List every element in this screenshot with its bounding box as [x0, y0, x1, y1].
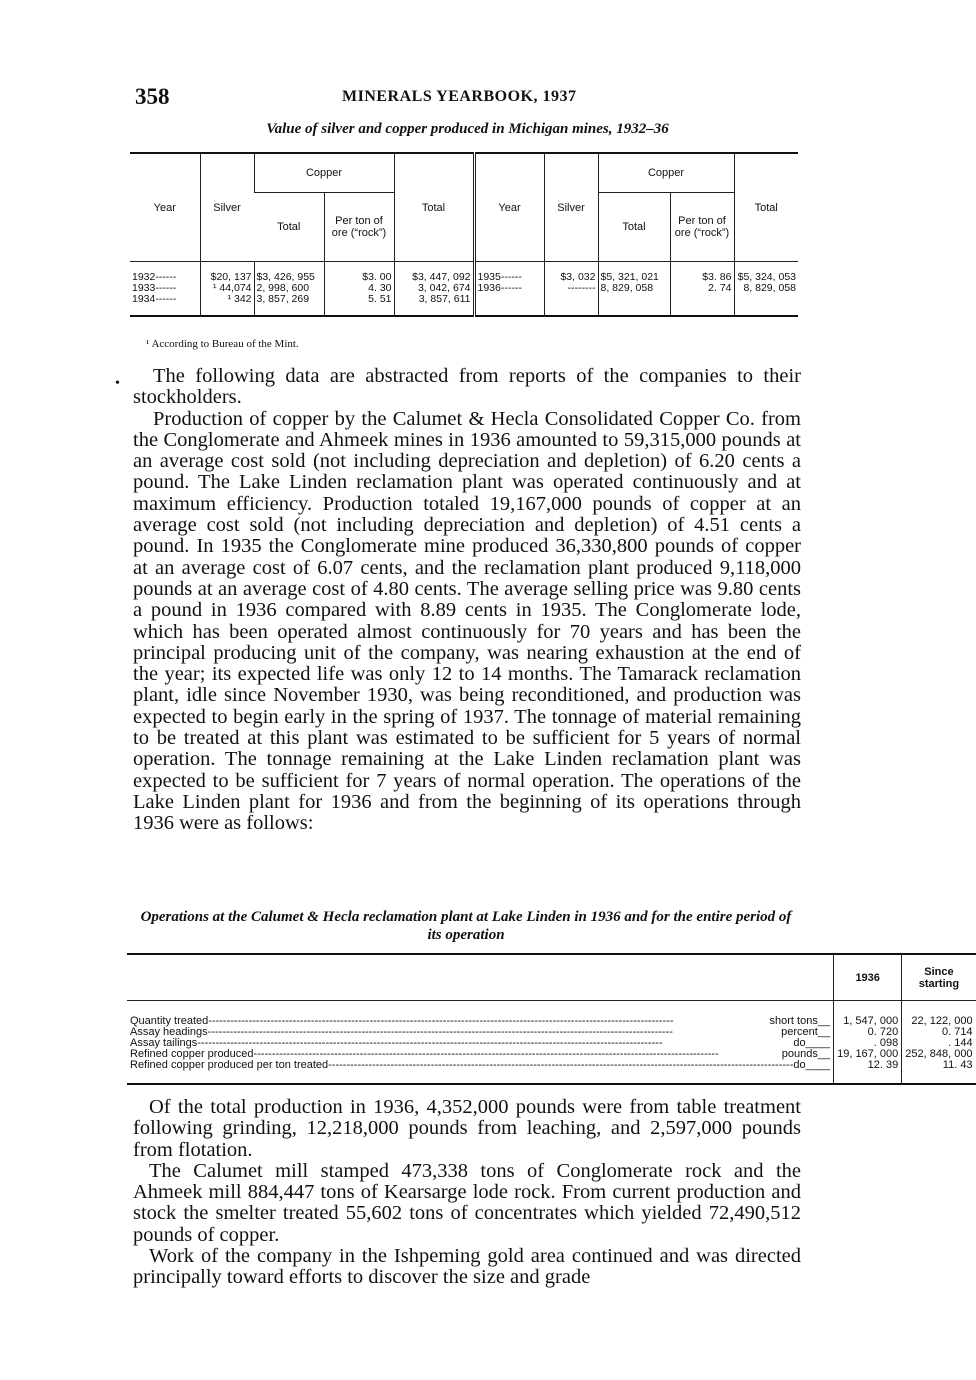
th-silver-right: Silver [544, 153, 598, 262]
running-title: MINERALS YEARBOOK, 1937 [342, 88, 577, 105]
value-cell: 0. 720 [867, 1026, 899, 1038]
year-cell: 1936------ [477, 282, 522, 294]
value-cell: 11. 43 [942, 1059, 973, 1071]
table-row-label: Refined copper produced per ton treated ----- do ____ [130, 1060, 830, 1071]
row-labels [127, 1001, 834, 1085]
paragraph: Work of the company in the Ishpeming gold area continued and was directed principally toward efforts to discover the size and grade [133, 1245, 801, 1289]
th-copper-total-right: Total [598, 193, 670, 262]
table-row-label: Assay headings ----- percent __ [130, 1027, 830, 1038]
table2-caption: Operations at the Calumet & Hecla reclamation plant at Lake Linden in 1936 and for the entire period of its operation [140, 909, 792, 943]
value-cell: 12. 39 [867, 1059, 899, 1071]
value-cell: 22, 122, 000 [911, 1015, 973, 1027]
silver-cell: $3, 032 [560, 271, 596, 283]
value-cell: 19, 167, 000 [837, 1048, 899, 1060]
paragraph: Production of copper by the Calumet & Hecla Consolidated Copper Co. from the Conglomerate and Ahmeek mines in 1936 amounted to 59,315,000 pounds at an average cost sold (not including depreciation and depletion) of 6.20 cents a pound. The Lake Linden reclamation plant was operated continuously and at maximum efficiency. Production totaled 19,167,000 pounds of copper at an average cost sold (not including depreciation and depletion) of 4.51 cents a pound. In 1935 the Conglomerate mine produced 36,330,800 pounds of copper at an average cost of 6.07 cents, and the reclamation plant produced 9,118,000 pounds at an average cost of 4.80 cents. The average selling price was 9.80 cents a pound in 1936 compared with 8.89 cents in 1935. The Conglomerate lode, which has been operated almost continuously for 70 years and has been the principal producing unit of the company, was nearing exhaustion at the end of the year; its expected life was only 12 to 14 months. The Tamarack reclamation plant, idle since November 1930, was being reconditioned, and production was expected to begin early in the spring of 1937. The tonnage of material remaining to be treated at this plant was estimated to be sufficient for 5 years of normal operation. The tonnage remaining at the Lake Linden reclamation plant was expected to be sufficient for 7 years of normal operation. The operations of the Lake Linden plant for 1936 and from the beginning of its operations through 1936 were as follows: [133, 407, 801, 835]
th-1936: 1936 [834, 954, 902, 1001]
year-cell: 1933------ [132, 282, 177, 294]
th-copper-left: Copper [254, 153, 394, 193]
silver-cell: ¹ 44,074 [212, 282, 252, 294]
col-years-right [474, 262, 544, 317]
paragraph: The Calumet mill stamped 473,338 tons of Conglomerate rock and the Ahmeek mill 884,447 tons of Kearsarge lode rock. From current production and stock the smelter treated 55,602 tons of concentrates which yielded 72,490,512 pounds of copper. [133, 1159, 801, 1246]
copper-total-cell: 3, 857, 269 [256, 293, 310, 305]
th-copper-total-left: Total [254, 193, 324, 262]
table1-caption: Value of silver and copper produced in Michigan mines, 1932–36 [266, 121, 669, 137]
silver-cell: $20, 137 [210, 271, 252, 283]
page-number: 358 [135, 84, 170, 109]
paragraph: Of the total production in 1936, 4,352,000 pounds were from table treatment following grinding, 12,218,000 pounds from leaching, and 2,597,000 pounds from flotation. [133, 1096, 801, 1161]
total-cell: $3, 447, 092 [412, 271, 471, 283]
th-total-left: Total [394, 153, 474, 262]
copper-total-cell: 8, 829, 058 [600, 282, 654, 294]
table-row-label: Assay tailings ----- do ____ [130, 1038, 830, 1049]
th-copper-right: Copper [598, 153, 734, 193]
silver-cell-empty: -------- [567, 282, 596, 294]
th-silver-left: Silver [200, 153, 254, 262]
value-cell: . 144 [948, 1037, 973, 1049]
value-cell: 1, 547, 000 [843, 1015, 899, 1027]
value-cell: 0. 714 [941, 1026, 973, 1038]
per-ton-cell: $3. 86 [702, 271, 732, 283]
per-ton-cell: $3. 00 [362, 271, 392, 283]
per-ton-cell: 2. 74 [708, 282, 732, 294]
reclamation-operations-table [127, 953, 976, 1085]
year-cell: 1932------ [132, 271, 177, 283]
year-cell: 1935------ [477, 271, 522, 283]
col-copper-total-left [254, 262, 324, 317]
value-cell: 252, 848, 000 [905, 1048, 973, 1060]
table1-footnote: ¹ According to Bureau of the Mint. [146, 338, 299, 350]
th-per-ton-left: Per ton of ore (“rock”) [324, 193, 394, 262]
total-cell: 3, 857, 611 [418, 293, 471, 305]
col-copper-total-right [598, 262, 670, 317]
copper-total-cell: $3, 426, 955 [256, 271, 315, 283]
th-per-ton-right: Per ton of ore (“rock”) [670, 193, 734, 262]
silver-cell: ¹ 342 [227, 293, 252, 305]
year-cell: 1934------ [132, 293, 177, 305]
page-header [135, 84, 800, 116]
col-total-right [734, 262, 798, 317]
body-text-2 [133, 1097, 801, 1289]
col-per-ton-right [670, 262, 734, 317]
margin-dot: • [115, 376, 120, 391]
total-cell: 8, 829, 058 [743, 282, 796, 294]
col-silver-right [544, 262, 598, 317]
per-ton-cell: 4. 30 [368, 282, 392, 294]
col-per-ton-left [324, 262, 394, 317]
col-silver-left [200, 262, 254, 317]
total-cell: $5, 324, 053 [737, 271, 796, 283]
value-cell: . 098 [873, 1037, 899, 1049]
th-total-right: Total [734, 153, 798, 262]
paragraph: The following data are abstracted from reports of the companies to their stockholders. [133, 365, 801, 409]
th-year-left: Year [130, 153, 200, 262]
table-row-label: Quantity treated ----- short tons __ [130, 1016, 830, 1027]
th-blank [127, 954, 834, 1001]
th-since-starting: Since starting [902, 954, 976, 1001]
col-since-values [902, 1001, 976, 1085]
per-ton-cell: 5. 51 [368, 293, 392, 305]
silver-copper-value-table [130, 152, 798, 317]
col-years-left [130, 262, 200, 317]
copper-total-cell: $5, 321, 021 [600, 271, 659, 283]
col-1936-values [834, 1001, 902, 1085]
th-year-right: Year [474, 153, 544, 262]
total-cell: 3, 042, 674 [417, 282, 471, 294]
body-text-1 [133, 366, 801, 835]
copper-total-cell: 2, 998, 600 [256, 282, 310, 294]
table-row-label: Refined copper produced ----- pounds __ [130, 1049, 830, 1060]
col-total-left [394, 262, 474, 317]
